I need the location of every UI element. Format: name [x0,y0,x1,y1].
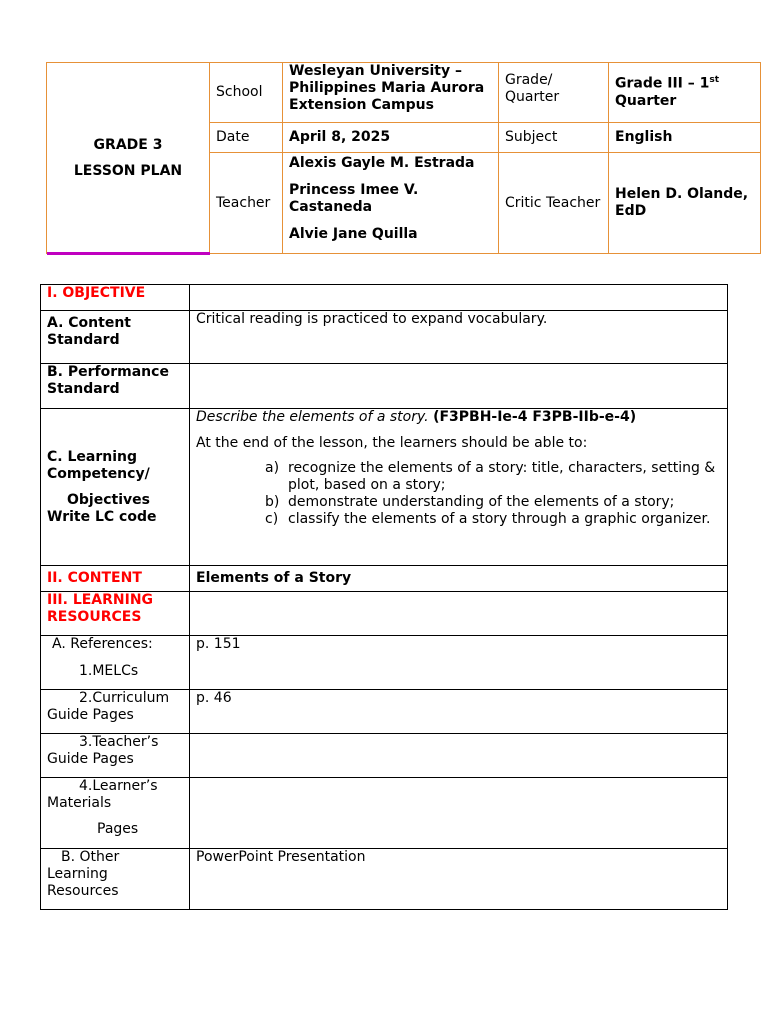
competency-intro: At the end of the lesson, the learners should be able to: [196,435,588,451]
grade-quarter-value [609,63,761,123]
content-value: Elements of a Story [190,566,728,592]
objective-item [196,511,721,528]
learning-competency-value [190,409,728,566]
grade-value-sup: st [709,75,720,85]
subject-label: Subject [499,123,609,153]
curriculum-guide-label [41,690,190,734]
objective-item [196,494,721,511]
learning-resources-value [190,592,728,636]
content-standard-value: Critical reading is practiced to expand vocabulary. [190,311,728,364]
learners-materials-label [41,778,190,849]
objective-text: demonstrate understanding of the elements of a story; [288,494,675,510]
performance-standard-value [190,364,728,409]
references-heading: A. References: [52,636,153,652]
curriculum-guide-value: p. 46 [190,690,728,734]
learning-competency-label [41,409,190,566]
references-label [41,636,190,690]
title-grade: GRADE 3 [93,136,163,153]
content-standard-label: A. Content Standard [41,311,190,364]
lesson-plan-title [47,63,210,254]
lesson-plan-header-table [46,62,761,254]
grade-value-suffix: Quarter [615,92,677,109]
school-value: Wesleyan University – Philippines Maria Aurora Extension Campus [283,63,499,123]
performance-standard-label: B. Performance Standard [41,364,190,409]
grade-quarter-label: Grade/ Quarter [499,63,609,123]
competency-description: Describe the elements of a story. [196,409,429,425]
teacher-name: Princess Imee V. Castaneda [289,182,419,215]
other-resources-value: PowerPoint Presentation [190,849,728,910]
objective-marker: a) [265,460,280,476]
competency-label-line3: Write LC code [47,508,157,525]
melcs-value: p. 151 [190,636,728,690]
teachers-guide-label [41,734,190,778]
learners-materials-text: 4.Learner’s Materials [47,778,158,811]
teachers-guide-value [190,734,728,778]
objectives-list [196,460,721,528]
objective-text: classify the elements of a story through a graphic organizer. [288,511,711,527]
learners-materials-value [190,778,728,849]
objective-heading: I. OBJECTIVE [41,285,190,311]
critic-teacher-label: Critic Teacher [499,153,609,254]
teacher-names [283,153,499,254]
teachers-guide-text: 3.Teacher’s Guide Pages [47,734,159,767]
objective-text: recognize the elements of a story: title, characters, setting & plot, based on a story; [288,460,716,493]
title-lesson-plan: LESSON PLAN [73,162,183,179]
competency-label-line2: Objectives [67,491,150,508]
title-accent-bar [47,252,210,255]
objective-value [190,285,728,311]
other-resources-text: B. Other Learning Resources [47,849,120,899]
objective-marker: c) [265,511,279,527]
school-label: School [210,63,283,123]
date-value: April 8, 2025 [283,123,499,153]
objective-item [196,460,721,494]
subject-value: English [609,123,761,153]
teacher-name: Alvie Jane Quilla [289,226,418,242]
critic-teacher-value: Helen D. Olande, EdD [609,153,761,254]
melcs-label: 1.MELCs [79,663,139,679]
date-label: Date [210,123,283,153]
other-resources-label [41,849,190,910]
learners-pages-text: Pages [97,821,139,837]
grade-value-prefix: Grade III – 1 [615,75,710,92]
competency-label-line1: C. Learning Competency/ [47,448,150,482]
competency-code: (F3PBH-Ie-4 F3PB-IIb-e-4) [433,409,637,425]
objective-marker: b) [265,494,280,510]
learning-resources-heading: III. LEARNING RESOURCES [41,592,190,636]
teacher-label: Teacher [210,153,283,254]
content-heading: II. CONTENT [41,566,190,592]
lesson-plan-body-table [40,284,728,910]
teacher-name: Alexis Gayle M. Estrada [289,155,475,171]
curriculum-guide-text: 2.Curriculum Guide Pages [47,690,170,723]
